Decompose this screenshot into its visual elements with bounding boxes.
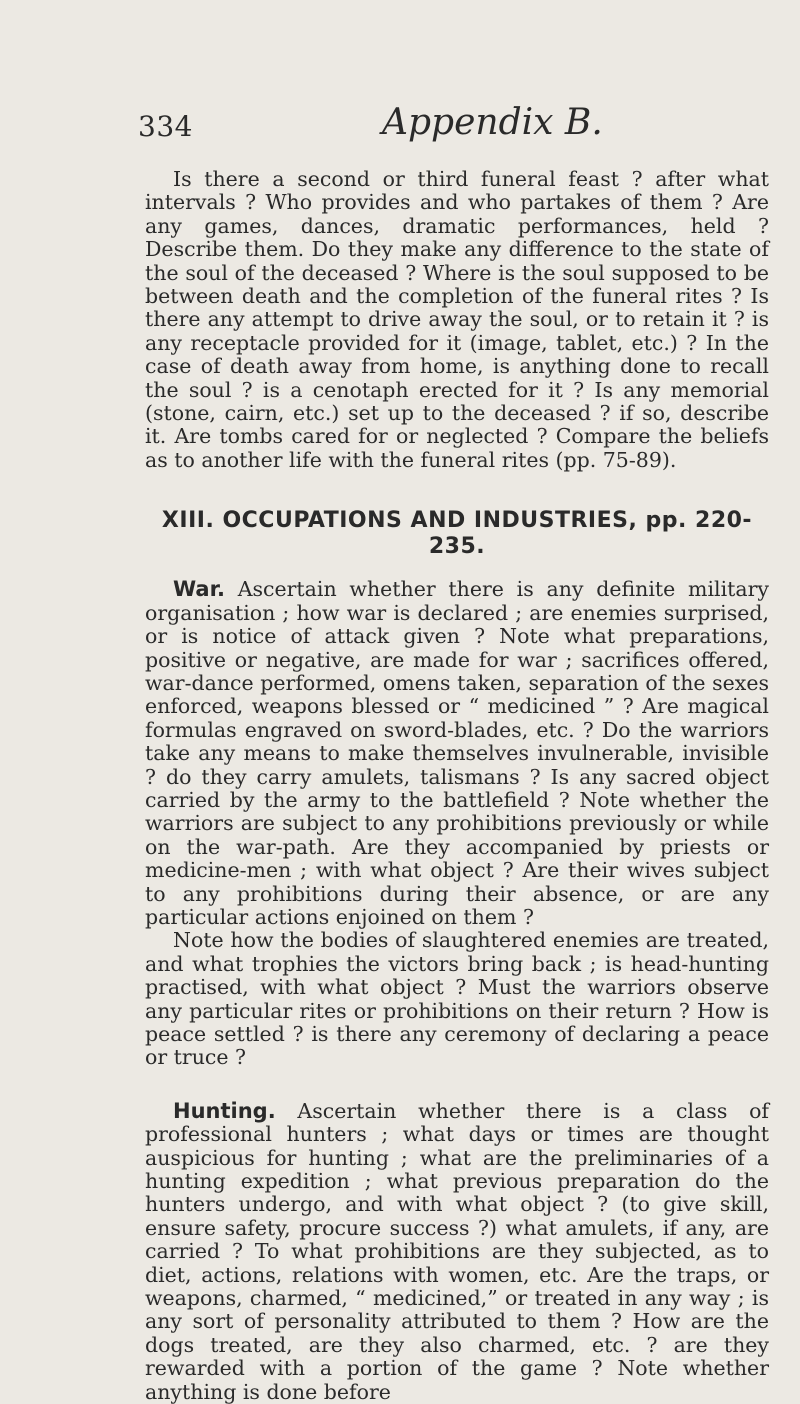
war-paragraph — [145, 578, 769, 929]
funeral-paragraph: Is there a second or third funeral feast ? after what intervals ? Who provides and who partakes of them ? Are any games, dances, dramatic performances, held ? Describe them. Do they make any difference to the state of the soul of the deceased ? Where is the soul supposed to be between death and the completion of the funeral rites ? Is there any attempt to drive away the soul, or to retain it ? is any receptacle provided for it (image, tablet, etc.) ? In the case of death away from home, is anything done to recall the soul ? is a cenotaph erected for it ? Is any memorial (stone, cairn, etc.) set up to the deceased ? if so, describe it. Are tombs cared for or neglected ? Compare the beliefs as to another life with the funeral rites (pp. 75-89). — [145, 167, 769, 472]
section-heading: XIII. OCCUPATIONS AND INDUSTRIES, pp. 220-235. — [161, 508, 753, 560]
page-header — [138, 102, 778, 152]
page-body — [145, 168, 769, 1404]
war-subheading: War. — [173, 577, 225, 602]
running-head: Appendix B. — [382, 102, 603, 143]
hunting-paragraph — [145, 1100, 769, 1404]
war-text: Ascertain whether there is any definite military organisation ; how war is declared ; are enemies surprised, or is notice of attack given ? Note what preparations, positive or negative, are made for war ; sacrifices offered, war-dance performed, omens taken, separation of the sexes enforced, weapons blessed or “ medicined ” ? Are magical formulas engraved on sword-blades, etc. ? Do the warriors take any means to make themselves invulnerable, invisible ? do they carry amulets, talismans ? Is any sacred object carried by the army to the battlefield ? Note whether the warriors are subject to any prohibitions previously or while on the war-path. Are they accompanied by priests or medicine-men ; with what object ? Are their wives subject to any prohibitions during their absence, or are any particular actions enjoined on them ? — [145, 577, 769, 929]
hunting-text: Ascertain whether there is a class of professional hunters ; what days or times are thought auspicious for hunting ; what are the preliminaries of a hunting expedition ; what previous preparation do the hunters undergo, and with what object ? (to give skill, ensure safety, procure success ?) what amulets, if any, are carried ? To what prohibitions are they subjected, as to diet, actions, relations with women, etc. Are the traps, or weapons, charmed, “ medicined,” or treated in any way ; is any sort of personality attributed to them ? How are the dogs treated, are they also charmed, etc. ? are they rewarded with a portion of the game ? Note whether anything is done before — [145, 1098, 769, 1404]
page-number: 334 — [138, 110, 193, 143]
hunting-subheading: Hunting. — [173, 1098, 276, 1123]
trophies-paragraph: Note how the bodies of slaughtered enemies are treated, and what trophies the victors bring back ; is head-hunting practised, with what object ? Must the warriors observe any particular rites or prohibitions on their return ? How is peace settled ? is there any ceremony of declaring a peace or truce ? — [145, 928, 769, 1070]
